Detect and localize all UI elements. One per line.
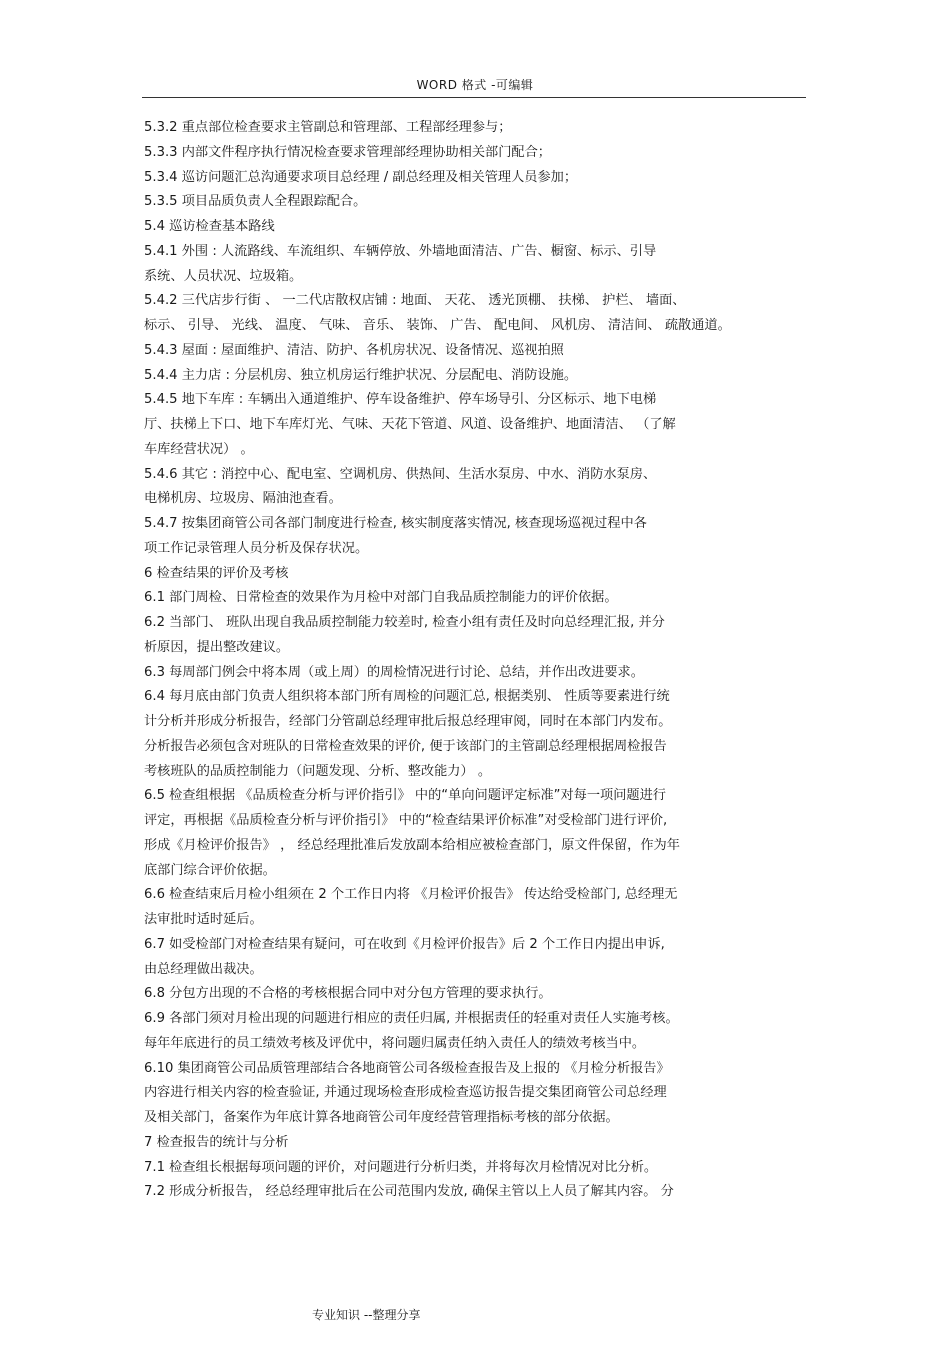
text-line: 5.4 巡访检查基本路线 [144, 219, 275, 234]
text-line: 厅、扶梯上下口、地下车库灯光、气味、天花下管道、风道、设备维护、地面清洁、 （了解 [144, 417, 676, 432]
text-line: 每年年底进行的员工绩效考核及评优中，将问题归属责任纳入责任人的绩效考核当中。 [144, 1035, 646, 1051]
text-line: 5.3.4 巡访问题汇总沟通要求项目总经理 / 副总经理及相关管理人员参加； [144, 169, 578, 185]
page-footer: 专业知识 --整理分享 [312, 1308, 421, 1322]
text-line: 项工作记录管理人员分析及保存状况。 [144, 540, 369, 556]
text-line: 电梯机房、垃圾房、隔油池查看。 [144, 491, 342, 507]
text-line: 5.4.3 屋面 : 屋面维护、清洁、防护、各机房状况、设备情况、巡视拍照 [144, 342, 564, 358]
text-line: 5.3.3 内部文件程序执行情况检查要求管理部经理协助相关部门配合； [144, 144, 551, 160]
text-line: 由总经理做出裁决。 [144, 961, 263, 977]
text-line: 标示、 引导、 光线、 温度、 气味、 音乐、 装饰、 广告、 配电间、 风机房、 清洁间、 疏散通道。 [144, 318, 731, 333]
text-line: 7.1 检查组长根据每项问题的评价，对问题进行分析归类，并将每次月检情况对比分析。 [144, 1159, 658, 1175]
text-line: 底部门综合评价依据。 [144, 862, 276, 878]
text-line: 6.3 每周部门例会中将本周（或上周）的周检情况进行讨论、总结，并作出改进要求。 [144, 664, 644, 680]
text-line: 评定，再根据《品质检查分析与评价指引》 中的“检查结果评价标准”对受检部门进行评价, [144, 813, 668, 828]
text-line: 内容进行相关内容的检查验证, 并通过现场检查形成检查巡访报告提交集团商管公司总经理 [144, 1085, 667, 1101]
text-line: 6.2 当部门、 班队出现自我品质控制能力较差时, 检查小组有责任及时向总经理汇报, 并分 [144, 615, 665, 630]
page-header: WORD 格式 -可编辑 [416, 78, 534, 92]
text-line: 及相关部门，备案作为年底计算各地商管公司年度经营管理指标考核的部分依据。 [144, 1110, 619, 1125]
text-line: 车库经营状况） 。 [144, 441, 254, 457]
text-line: 5.3.2 重点部位检查要求主管副总和管理部、工程部经理参与； [144, 120, 512, 135]
text-line: 考核班队的品质控制能力（问题发现、分析、整改能力） 。 [144, 763, 492, 779]
text-line: 5.4.4 主力店 : 分层机房、独立机房运行维护状况、分层配电、消防设施。 [144, 367, 578, 383]
text-line: 6 检查结果的评价及考核 [144, 565, 289, 581]
text-line: 6.4 每月底由部门负责人组织将本部门所有周检的问题汇总, 根据类别、 性质等要素进行统 [144, 689, 670, 705]
text-line: 形成《月检评价报告》 ， 经总经理批准后发放副本给相应被检查部门，原文件保留，作为年 [144, 837, 680, 853]
text-line: 分析报告必须包含对班队的日常检查效果的评价, 便于该部门的主管副总经理根据周检报告 [144, 738, 667, 754]
text-line: 5.4.6 其它 : 消控中心、配电室、空调机房、供热间、生活水泵房、中水、消防水泵房、 [144, 466, 657, 482]
text-line: 5.4.1 外围 : 人流路线、车流组织、车辆停放、外墙地面清洁、广告、橱窗、标示、引导 [144, 243, 657, 259]
text-line: 6.1 部门周检、日常检查的效果作为月检中对部门自我品质控制能力的评价依据。 [144, 590, 618, 606]
text-line: 7.2 形成分析报告， 经总经理审批后在公司范围内发放, 确保主管以上人员了解其内容。 分 [144, 1184, 674, 1200]
text-line: 析原因，提出整改建议。 [144, 639, 290, 655]
text-line: 系统、人员状况、垃圾箱。 [144, 268, 303, 284]
text-line: 5.4.2 三代店步行街 、 一二代店散权店铺 : 地面、 天花、 透光顶棚、 扶梯、 护栏、 墙面、 [144, 293, 686, 309]
text-line: 5.4.7 按集团商管公司各部门制度进行检查, 核实制度落实情况, 核查现场巡视过程中各 [144, 516, 647, 531]
text-line: 计分析并形成分析报告，经部门分管副总经理审批后报总经理审阅，同时在本部门内发布。 [144, 714, 672, 729]
text-line: 法审批时适时延后。 [144, 912, 263, 927]
text-line: 5.3.5 项目品质负责人全程跟踪配合。 [144, 194, 367, 210]
text-line: 6.10 集团商管公司品质管理部结合各地商管公司各级检查报告及上报的 《月检分析报告》 [144, 1060, 670, 1076]
text-line: 6.5 检查组根据 《品质检查分析与评价指引》 中的“单向问题评定标准”对每一项问题进行 [144, 788, 666, 804]
text-line: 7 检查报告的统计与分析 [144, 1134, 289, 1150]
text-line: 6.6 检查结束后月检小组须在 2 个工作日内将 《月检评价报告》 传达给受检部门, 总经理无 [144, 887, 678, 903]
text-line: 6.9 各部门须对月检出现的问题进行相应的责任归属, 并根据责任的轻重对责任人实施考核。 [144, 1011, 679, 1026]
text-line: 6.7 如受检部门对检查结果有疑问，可在收到《月检评价报告》后 2 个工作日内提出申诉, [144, 936, 665, 952]
text-line: 6.8 分包方出现的不合格的考核根据合同中对分包方管理的要求执行。 [144, 986, 552, 1002]
header-rule [142, 97, 806, 98]
text-line: 5.4.5 地下车库 : 车辆出入通道维护、停车设备维护、停车场导引、分区标示、地下电梯 [144, 392, 657, 408]
